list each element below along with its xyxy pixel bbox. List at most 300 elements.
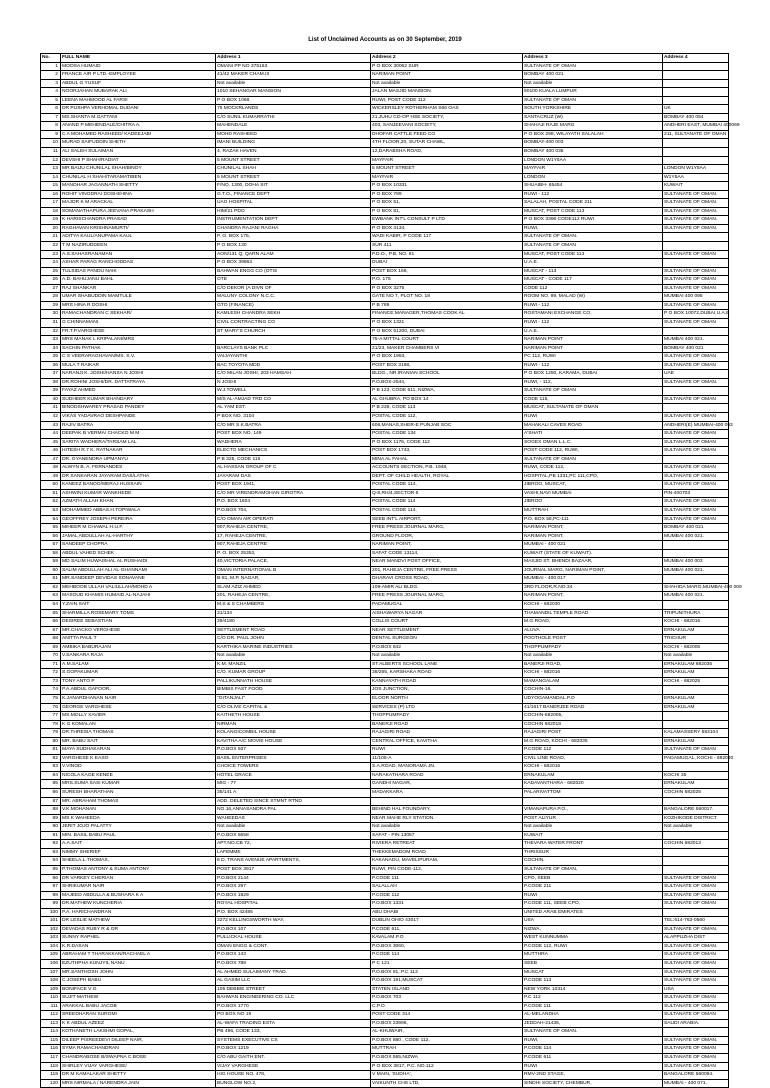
cell-address-3: P.CODE 211 <box>523 883 663 892</box>
table-row <box>41 310 729 319</box>
cell-address-2: P O BOX 1176, CODE 112 <box>371 438 523 447</box>
cell-address-4: UK <box>663 105 729 114</box>
cell-address-2: 403, SANJEEVANI SOCIETY, <box>371 122 523 131</box>
cell-address-4: ERNAKULAM <box>663 669 729 678</box>
cell-address-2: SUR 411 <box>371 242 523 251</box>
cell-address-4: ANDHERI EAST, MUMBAI 400069 <box>663 122 729 131</box>
cell-no: 77 <box>41 712 61 721</box>
table-row <box>41 566 729 575</box>
cell-address-2: MINA AL FAHAL <box>371 455 523 464</box>
cell-address-2: Not available <box>371 823 523 832</box>
cell-address-2: P O BOX 3817, P.C. NO.112 <box>371 1062 523 1071</box>
table-row <box>41 789 729 798</box>
cell-address-3: THOPPUMPADY <box>523 643 663 652</box>
cell-full-name: DESIREE SEBASTIAN <box>61 618 216 627</box>
cell-address-2: KANNAYATH ROAD <box>371 677 523 686</box>
table-row <box>41 284 729 293</box>
cell-address-2: P.O.BOX 3060, <box>371 942 523 951</box>
cell-no: 74 <box>41 686 61 695</box>
table-row <box>41 908 729 917</box>
cell-address-2: WADI KABIR, P CODE 117 <box>371 233 523 242</box>
cell-address-3: AL-MELANDHA <box>523 1011 663 1020</box>
cell-full-name: MANOHAR JAGANNATH SHETTY <box>61 182 216 191</box>
cell-no: 67 <box>41 626 61 635</box>
cell-address-3: RUWI <box>523 412 663 421</box>
cell-address-3: COCHIN-682005, <box>523 712 663 721</box>
cell-address-3: RAJAGIRI POST <box>523 729 663 738</box>
cell-address-4: SAUDI ARABIA. <box>663 1019 729 1028</box>
cell-no: 2 <box>41 71 61 80</box>
cell-full-name: GEOFFREY JOSEPH PEREIRA <box>61 515 216 524</box>
cell-full-name: K G KOMALAN <box>61 720 216 729</box>
cell-address-1: BAHWAN ENGINEERING CO. LLC <box>216 994 371 1003</box>
cell-full-name: BINODSHWAREY PRASAD PANDEY <box>61 404 216 413</box>
cell-address-1: KAMLESH CHANDRA SEKH <box>216 310 371 319</box>
table-row <box>41 959 729 968</box>
cell-address-2: P.CODE 111 <box>371 874 523 883</box>
cell-address-2: P B 239, CODE 113 <box>371 404 523 413</box>
cell-address-4: BOMBAY 400 054 <box>663 113 729 122</box>
cell-address-1: 31/134 <box>216 609 371 618</box>
cell-full-name: DR VARKEY CHERIAN <box>61 874 216 883</box>
table-row <box>41 848 729 857</box>
cell-address-4: SULTANATE OF OMAN <box>663 1002 729 1011</box>
cell-full-name: GEORGE VARGHESE <box>61 703 216 712</box>
cell-address-2: P.CODE 611, <box>371 925 523 934</box>
cell-address-3: P O BOX 3396 CODE112 RUWI <box>523 216 663 225</box>
cell-no: 112 <box>41 1011 61 1020</box>
cell-no: 37 <box>41 370 61 379</box>
cell-no: 115 <box>41 1036 61 1045</box>
table-row <box>41 677 729 686</box>
cell-address-2: RUWI, PIN CODE-112, <box>371 865 523 874</box>
cell-address-4: KUWAIT <box>663 182 729 191</box>
cell-address-1: C/O MR VIRENDRAMOHAN GIROTRA <box>216 489 371 498</box>
table-row <box>41 729 729 738</box>
cell-address-3 <box>523 797 663 806</box>
cell-address-3: SULTANATE OF OMAN. <box>523 233 663 242</box>
cell-no: 90 <box>41 823 61 832</box>
cell-full-name: ANAND P MEHENDALE/CHITRA A. <box>61 122 216 131</box>
table-row <box>41 472 729 481</box>
cell-no: 76 <box>41 703 61 712</box>
cell-no: 82 <box>41 754 61 763</box>
cell-no: 40 <box>41 395 61 404</box>
cell-no: 111 <box>41 1002 61 1011</box>
cell-address-4: SULTANATE OF OMAN <box>663 301 729 310</box>
cell-no: 91 <box>41 831 61 840</box>
cell-address-4 <box>663 455 729 464</box>
cell-address-2: P.O.BOX 81, P.C 113 <box>371 968 523 977</box>
cell-address-2: MUTTRAH <box>371 1045 523 1054</box>
cell-address-4: SULTANATE OF OMAN. <box>663 199 729 208</box>
cell-address-1: 105 DEBBIE STREET <box>216 985 371 994</box>
cell-full-name: FRANCE AIR P LTD.-EMPLOYEE <box>61 71 216 80</box>
cell-no: 55 <box>41 524 61 533</box>
cell-address-1: POST BOX 3917 <box>216 865 371 874</box>
cell-full-name: ABDUL G YUSUF <box>61 79 216 88</box>
cell-address-3: MUMBAI - 400 017 <box>523 575 663 584</box>
cell-address-3: HOSPITAL,PB 1331,PC 111,CPO, <box>523 472 663 481</box>
cell-address-2: P.O.BOX 555,NIZWA <box>371 1053 523 1062</box>
cell-no: 6 <box>41 105 61 114</box>
cell-address-4: ERNAKULAM <box>663 780 729 789</box>
cell-address-4: SULTANATE OF OMAN. <box>663 224 729 233</box>
cell-address-3: KADAVANTHARA - 682020 <box>523 780 663 789</box>
cell-address-1: 5 MOUNT STREET <box>216 156 371 165</box>
cell-full-name: MR.SANTHOSH JOHN <box>61 968 216 977</box>
cell-address-1: N JOSHI <box>216 378 371 387</box>
cell-address-3: M.G.ROAD, <box>523 618 663 627</box>
cell-no: 27 <box>41 284 61 293</box>
cell-address-2: AISHAWARYA NAGAR <box>371 609 523 618</box>
table-row <box>41 771 729 780</box>
cell-no: 4 <box>41 88 61 97</box>
cell-full-name: MAJOR K M ARACKAL <box>61 199 216 208</box>
cell-address-3: 41/1617 BANERJEE ROAD <box>523 703 663 712</box>
cell-no: 44 <box>41 430 61 439</box>
cell-full-name: JAMAL ABDULLAH AL-HARTHY <box>61 532 216 541</box>
cell-address-4: SULTANATE OF OMAN <box>663 883 729 892</box>
cell-address-2: MADAKKARA <box>371 789 523 798</box>
cell-address-1: C/O MR S.K.BATRA <box>216 421 371 430</box>
table-row <box>41 96 729 105</box>
cell-no: 57 <box>41 541 61 550</box>
cell-address-1: ROYAL HOSPITAL <box>216 900 371 909</box>
cell-no: 25 <box>41 267 61 276</box>
cell-full-name: C.JOSEPH BABU <box>61 977 216 986</box>
cell-address-3: UNITED ARAB EMIRATES <box>523 908 663 917</box>
cell-address-4: SHAHIDA MARG,MUMBAI-400 009 <box>663 583 729 592</box>
cell-full-name: SHRIKUMAR NAIR <box>61 883 216 892</box>
cell-address-1: NIRMAN <box>216 720 371 729</box>
cell-address-2: SAFAT CODE 13114, <box>371 549 523 558</box>
cell-address-4: SULTANATE OF OMAN <box>663 951 729 960</box>
cell-no: 49 <box>41 472 61 481</box>
cell-address-1: MAHENDALE <box>216 122 371 131</box>
table-row <box>41 601 729 610</box>
cell-address-1: AON/131 Q, QARN ALAM <box>216 250 371 259</box>
header-address-2: Address 2 <box>371 54 523 63</box>
table-row <box>41 506 729 515</box>
cell-address-4: SULTANATE OF OMAN. <box>663 942 729 951</box>
table-row <box>41 481 729 490</box>
cell-full-name: ABRAHAM T THARAKKAN/RACHAEL A <box>61 951 216 960</box>
cell-address-4: ERNAKULAM <box>663 703 729 712</box>
cell-address-4: SULTANATE OF OMAN <box>663 276 729 285</box>
cell-address-4: SULTANATE OF OMAN. <box>663 190 729 199</box>
cell-address-4: SULTANATE OF OMAN <box>663 506 729 515</box>
cell-full-name: SHEELA.L.THOMAS, <box>61 857 216 866</box>
cell-address-1: SETTLEMENT ROAD <box>216 626 371 635</box>
cell-address-2: COLLIS COURT <box>371 618 523 627</box>
cell-address-4: W1Y5AA <box>663 173 729 182</box>
cell-address-1: C/O ABU GAITH ENT. <box>216 1053 371 1062</box>
cell-address-3: NARIMAN POINT <box>523 336 663 345</box>
cell-address-3: COCHIN-16. <box>523 686 663 695</box>
cell-no: 14 <box>41 173 61 182</box>
cell-address-3: ROSTAMANI EXCHANGE CO, <box>523 310 663 319</box>
cell-address-4: Not available <box>663 823 729 832</box>
table-row <box>41 139 729 148</box>
cell-no: 105 <box>41 951 61 960</box>
cell-full-name: MR. BABU SAIT <box>61 737 216 746</box>
table-row <box>41 370 729 379</box>
cell-full-name: MAJEED ABDULLA & BUSHARA K A <box>61 891 216 900</box>
cell-address-2: DUBAI <box>371 259 523 268</box>
cell-address-3: LONDON <box>523 173 663 182</box>
cell-address-2: BANERJI ROAD <box>371 720 523 729</box>
cell-no: 46 <box>41 447 61 456</box>
cell-address-4 <box>663 404 729 413</box>
cell-address-3: NARIMAN POINT, <box>523 524 663 533</box>
cell-address-4: MUMBAI 400 095 <box>663 293 729 302</box>
cell-address-2: NARIMAN POINT <box>371 71 523 80</box>
cell-address-4: MUMBAI 400 021. <box>663 532 729 541</box>
cell-address-1: OMAN ENGG & CONT. <box>216 942 371 951</box>
table-row <box>41 412 729 421</box>
document-title: List of Unclaimed Accounts as on 30 September, 2019 <box>308 37 462 43</box>
header-no: No. <box>41 54 61 63</box>
cell-full-name: LEENA MAHMOOD AL FARSI <box>61 96 216 105</box>
cell-full-name: MRS HINA R DOSHI <box>61 301 216 310</box>
cell-address-2: DENTAL SURGEON <box>371 635 523 644</box>
table-row <box>41 156 729 165</box>
cell-full-name: MR.CHACKO VERGHESE <box>61 626 216 635</box>
cell-address-2: AL-KHUWAIR, <box>371 1028 523 1037</box>
cell-no: 45 <box>41 438 61 447</box>
cell-address-4: BANGALORE 560017. <box>663 806 729 815</box>
table-row <box>41 395 729 404</box>
table-row <box>41 353 729 362</box>
cell-address-2: 5 MOUNT STREET <box>371 165 523 174</box>
cell-address-3: A'SHATI <box>523 430 663 439</box>
cell-address-2: V MAIN, 'SUDHA', <box>371 1071 523 1080</box>
table-row <box>41 592 729 601</box>
cell-address-3: NARIMAN POINT <box>523 344 663 353</box>
cell-address-1: MIG - 77 <box>216 780 371 789</box>
cell-address-2: Q-8,RH/4,SECTOR 6 <box>371 489 523 498</box>
cell-address-4: SULTANATE OF OMAN <box>663 1011 729 1020</box>
table-row <box>41 455 729 464</box>
table-row <box>41 925 729 934</box>
cell-address-4: SULTANATE OF OMAN <box>663 874 729 883</box>
table-row <box>41 224 729 233</box>
cell-no: 21 <box>41 233 61 242</box>
cell-address-2: P.O.BOX 880 , CODE 112, <box>371 1036 523 1045</box>
table-row <box>41 840 729 849</box>
cell-address-2: C.P.O <box>371 1002 523 1011</box>
cell-address-4: KOZHIKODE DISTRICT <box>663 814 729 823</box>
table-row <box>41 712 729 721</box>
cell-no: 24 <box>41 259 61 268</box>
cell-no: 118 <box>41 1062 61 1071</box>
table-row <box>41 549 729 558</box>
cell-full-name: SREEDHARAN SUROMI <box>61 1011 216 1020</box>
cell-full-name: DR PUSHPA VERHOMAL DUDANI <box>61 105 216 114</box>
table-row <box>41 951 729 960</box>
cell-address-1: C/O OLIVE CAPITAL & <box>216 703 371 712</box>
cell-address-2: 606,MANAS,SHER-E PUNJAB SOC <box>371 421 523 430</box>
cell-no: 13 <box>41 165 61 174</box>
cell-address-1: ST MARY'S CHURCH <box>216 327 371 336</box>
cell-full-name: ALI SALEH SULAIMAN <box>61 148 216 157</box>
cell-address-2: Not available <box>371 79 523 88</box>
cell-address-1: P BOX NO. 3104 <box>216 412 371 421</box>
cell-address-3: POST CODE 112, RUWI, <box>523 447 663 456</box>
cell-address-3: MASJID ST. BHENDI BAZAAR, <box>523 558 663 567</box>
cell-address-3: ROOM NO. 99, MALAD (W) <box>523 293 663 302</box>
cell-address-1: VAIJAYANTHI <box>216 353 371 362</box>
cell-address-4: BANGALORE 560094. <box>663 1071 729 1080</box>
cell-no: 22 <box>41 242 61 251</box>
cell-address-1: LAFEMME <box>216 848 371 857</box>
cell-address-2: SALALLAH <box>371 883 523 892</box>
cell-full-name: MRS MANAK L KRIPALANI/MRS <box>61 336 216 345</box>
table-row <box>41 635 729 644</box>
cell-no: 30 <box>41 310 61 319</box>
cell-no: 80 <box>41 737 61 746</box>
cell-address-3: CODE 115, <box>523 395 663 404</box>
cell-address-3: POST ALIYUR <box>523 814 663 823</box>
cell-address-4: SULTANATE OF OMAN <box>663 1053 729 1062</box>
cell-address-4 <box>663 148 729 157</box>
cell-address-4: P O BOX 10072,DUBAI,U.A.E <box>663 310 729 319</box>
cell-address-2: 4TH FLOOR,20, SUTAR CHAWL, <box>371 139 523 148</box>
cell-no: 93 <box>41 848 61 857</box>
cell-address-2: BEHIND HAL FOUNDARY, <box>371 806 523 815</box>
cell-no: 63 <box>41 592 61 601</box>
cell-address-4 <box>663 139 729 148</box>
cell-address-1: P.O.BOX 2144 <box>216 874 371 883</box>
table-row <box>41 216 729 225</box>
cell-address-1: PALLIKUNNATH HOUSE <box>216 677 371 686</box>
table-row <box>41 233 729 242</box>
cell-address-1: GTO (FINANCE) <box>216 301 371 310</box>
table-row <box>41 421 729 430</box>
cell-address-1: VIJAY VARGHESE <box>216 1062 371 1071</box>
cell-address-1: G.T.O., FINANCE DEPT <box>216 190 371 199</box>
cell-no: 36 <box>41 361 61 370</box>
cell-address-2: PADAMUGAL <box>371 601 523 610</box>
table-row <box>41 917 729 926</box>
cell-address-1: P.O.BOX 5658 <box>216 831 371 840</box>
cell-full-name: SURESH BHARATHAN <box>61 789 216 798</box>
cell-address-3: P O BOX 1250, KARAMA, DUBAI <box>523 370 663 379</box>
header-address-3: Address 3 <box>523 54 663 63</box>
cell-address-4: SULTANATE OF OMAN <box>663 267 729 276</box>
cell-full-name: AMBIKA BABURAJAN <box>61 643 216 652</box>
cell-address-2: FREE PRESS JOURNAL MARG, <box>371 592 523 601</box>
cell-address-1: C/O DR. PAUL JOHN <box>216 635 371 644</box>
cell-address-1: BARCLAYS BANK PLC <box>216 344 371 353</box>
cell-address-3: P.CODE 611 <box>523 1053 663 1062</box>
cell-address-3: RUWI - 112 <box>523 190 663 199</box>
cell-full-name: TULSIDAS PANDU NAIK <box>61 267 216 276</box>
cell-full-name: NIMMY SHERIEF <box>61 848 216 857</box>
cell-address-2: NEAR MANDVI POST OFFICE, <box>371 558 523 567</box>
cell-no: 103 <box>41 934 61 943</box>
cell-address-2: DUBLIN OHIO 43017 <box>371 917 523 926</box>
cell-address-3: SHUAIBH- 65454 <box>523 182 663 191</box>
cell-address-1: C/O SUNIL KUMARRATHI <box>216 113 371 122</box>
cell-no: 20 <box>41 224 61 233</box>
cell-address-1: Not available <box>216 79 371 88</box>
cell-address-3: P.O. BOX 58,PC-111 <box>523 515 663 524</box>
cell-address-1: IMANI BUILDING <box>216 139 371 148</box>
table-row <box>41 378 729 387</box>
table-row <box>41 404 729 413</box>
cell-address-2: 201, RAHEJA CENTRE, FREE PRESS <box>371 566 523 575</box>
cell-no: 98 <box>41 891 61 900</box>
table-row <box>41 250 729 259</box>
cell-address-1: OMANI PP NO 375163 <box>216 62 371 71</box>
cell-address-4: SULTANATE OF OMAN <box>663 318 729 327</box>
table-row <box>41 190 729 199</box>
table-row <box>41 1002 729 1011</box>
cell-address-2: S.A.ROAD, MANORAMA JN. <box>371 763 523 772</box>
cell-address-2: JALAN MASJID MANSION <box>371 88 523 97</box>
cell-address-2: BLDG., NR.IRANIAN SCHOOL <box>371 370 523 379</box>
cell-address-2: POSTAL CODE 114, <box>371 506 523 515</box>
cell-address-3: PALARIVATTOM <box>523 789 663 798</box>
cell-address-1: CHOICE TOWERS <box>216 763 371 772</box>
cell-address-3: SULTANATE OF OMAN, <box>523 865 663 874</box>
cell-address-3: SEEB <box>523 959 663 968</box>
cell-address-4: SULTANATE OF OMAN <box>663 959 729 968</box>
cell-address-3: MUSCAT - 113 <box>523 267 663 276</box>
header-address-4: Address 4 <box>663 54 729 63</box>
cell-no: 61 <box>41 575 61 584</box>
cell-address-4: SULTANATE OF OMAN. <box>663 925 729 934</box>
cell-address-1: CHANDRA RAJANI RAGHA <box>216 224 371 233</box>
table-body <box>41 62 742 1088</box>
cell-no: 71 <box>41 660 61 669</box>
cell-address-3: KOCHI - 682030 <box>523 601 663 610</box>
cell-full-name: MURAD SAIFUDDIN SHETH <box>61 139 216 148</box>
cell-address-1: WADHERA <box>216 438 371 447</box>
cell-address-2: P O BOX 1953, <box>371 353 523 362</box>
cell-address-4: SULTANATE OF OMAN <box>663 361 729 370</box>
cell-address-2: FINANCE MANAGER,THOMAS COOK AL <box>371 310 523 319</box>
cell-address-4: SULTANATE OF OMAN <box>663 968 729 977</box>
cell-address-1: F/NO. 1300, DOHA SIT <box>216 182 371 191</box>
cell-address-3: MUSCAT <box>523 968 663 977</box>
cell-address-1: 4, RAZAK HAVEN <box>216 148 371 157</box>
cell-address-4: SULTANATE OF OMAN <box>663 900 729 909</box>
cell-address-1: 17, RAHEJA CENTRE, <box>216 532 371 541</box>
cell-no: 18 <box>41 207 61 216</box>
cell-no: 66 <box>41 618 61 627</box>
cell-address-3: MUSCAT, POST CODE 113 <box>523 250 663 259</box>
cell-address-2: JOS JUNCTION, <box>371 686 523 695</box>
table-row <box>41 62 729 71</box>
table-row <box>41 883 729 892</box>
cell-address-3: KOCHI - 682016 <box>523 763 663 772</box>
cell-full-name: K.R.DASAN <box>61 942 216 951</box>
table-row <box>41 515 729 524</box>
cell-address-2: 75-A MITTAL COURT <box>371 336 523 345</box>
cell-no: 15 <box>41 182 61 191</box>
cell-address-3: SOGEX OMAN L.L.C. <box>523 438 663 447</box>
cell-address-3: CIVIL LINE ROAD, <box>523 754 663 763</box>
cell-address-2: SEEB INT'L AIRPORT, <box>371 515 523 524</box>
cell-address-1: M/S AL-AMJAD TRD CO <box>216 395 371 404</box>
cell-address-2: RUWI, POST CODE 112 <box>371 96 523 105</box>
cell-full-name: P.A.ABDUL GAFOOR, <box>61 686 216 695</box>
cell-address-2: POSTAL CODE 114 <box>371 498 523 507</box>
cell-address-1: KAITHETH HOUSE <box>216 712 371 721</box>
